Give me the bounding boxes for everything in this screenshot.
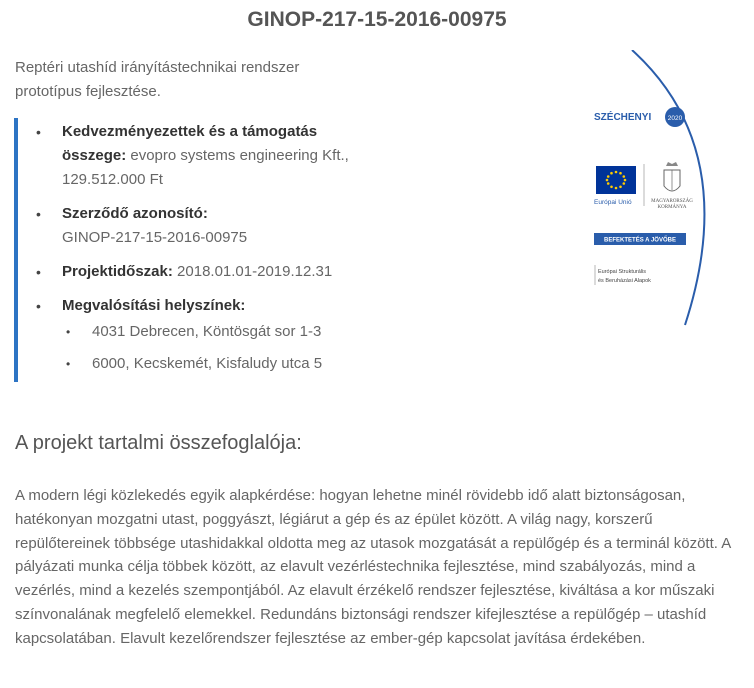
detail-period	[18, 260, 398, 284]
detail-locations	[18, 294, 398, 318]
page-title: GINOP-217-15-2016-00975	[247, 8, 507, 31]
intro-line-1: Reptéri utashíd irányítástechnikai rendszer	[15, 59, 300, 76]
contract-label: Szerződő azonosító:	[62, 205, 208, 222]
year-text: 2020	[667, 115, 683, 122]
bullet-icon: •	[66, 325, 71, 339]
locations-label: Megvalósítási helyszínek:	[62, 297, 246, 314]
detail-contract	[18, 202, 398, 250]
hu-label-2: KORMÁNYA	[657, 205, 687, 210]
szechenyi-2020-logo	[580, 50, 750, 330]
beneficiary-value-2: 129.512.000 Ft	[62, 171, 163, 188]
hu-label-1: MAGYARORSZÁG	[651, 199, 693, 204]
intro-line-2: prototípus fejlesztése.	[15, 83, 161, 100]
contract-value: GINOP-217-15-2016-00975	[62, 229, 248, 246]
eu-flag-icon	[596, 166, 636, 194]
fund-label-1: Európai Strukturális	[598, 269, 646, 275]
summary-text: A modern légi közlekedés egyik alapkérdése: hogyan lehetne minél rövidebb idő alatt biztonságosan, hatékonyan mozgatni utast, poggyászt, légiárut a gép és az épület között. A világ nagy, korszerű repülőtereinek többsége utashidakkal oldotta meg az utasok mozgatását a repülőgép és a terminál között. A pályázati munka célja többek között, az elavult vezérléstechnika fejlesztése, mind szabályozás, mind a vezérlés, mind a kezelés szempontjából. Az elavult érzékelő rendszer fejlesztése, kiváltása a kor műszaki színvonalának megfelelő elemekkel. Redundáns biztonsági rendszer kifejlesztése a repülőgép – utashíd kapcsolatában. Elavult kezelőrendszer fejlesztése az ember-gép kapcsolat javítása érdekében.	[15, 487, 731, 647]
bullet-icon: •	[66, 357, 71, 371]
location-text: 6000, Kecskemét, Kisfaludy utca 5	[92, 355, 323, 372]
beneficiary-value-1: evopro systems engineering Kft.,	[126, 147, 349, 164]
summary-title: A projekt tartalmi összefoglalója:	[15, 432, 302, 454]
beneficiary-label-2: összege:	[62, 147, 127, 164]
project-intro	[15, 56, 375, 104]
bullet-icon: •	[36, 298, 41, 314]
eu-label: Európai Unió	[594, 199, 632, 206]
hungarian-coat-of-arms-icon	[664, 162, 680, 191]
bullet-icon: •	[36, 124, 41, 140]
location-text: 4031 Debrecen, Köntösgát sor 1-3	[92, 323, 322, 340]
period-label: Projektidőszak:	[62, 263, 173, 280]
project-details	[14, 118, 398, 382]
beneficiary-label-1: Kedvezményezettek és a támogatás	[62, 123, 318, 140]
period-value: 2018.01.01-2019.12.31	[172, 263, 333, 280]
szechenyi-text: SZÉCHENYI	[594, 112, 652, 123]
detail-beneficiary	[18, 120, 398, 192]
fund-label-2: és Beruházási Alapok	[598, 278, 651, 284]
location-item	[18, 352, 398, 376]
bullet-icon: •	[36, 264, 41, 280]
location-item	[18, 320, 398, 344]
invest-text: BEFEKTETÉS A JÖVŐBE	[604, 237, 676, 244]
bullet-icon: •	[36, 206, 41, 222]
details-list	[18, 120, 398, 376]
